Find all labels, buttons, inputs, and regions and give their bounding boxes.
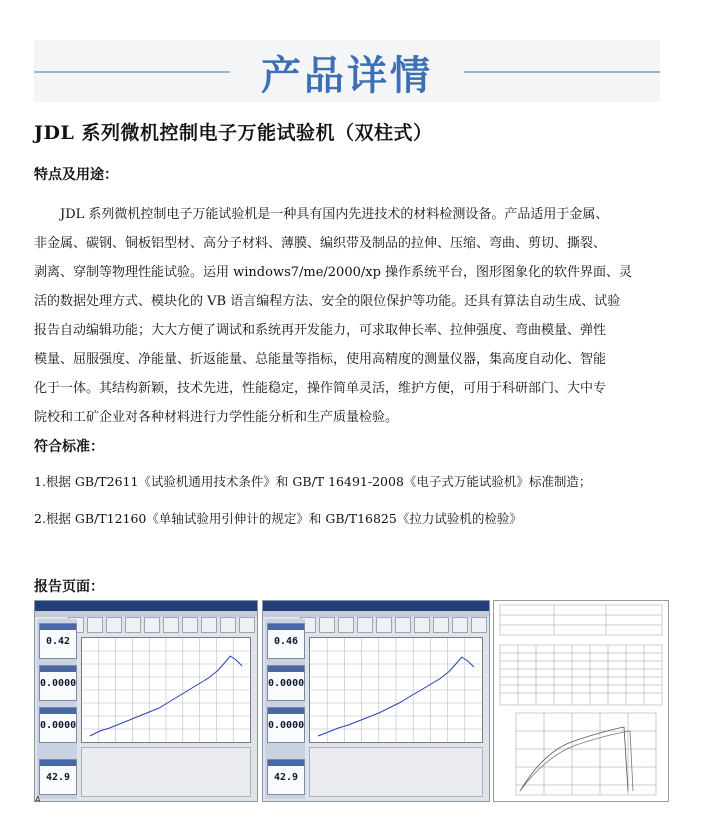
header-banner: [34, 40, 660, 102]
tool-icon: [357, 617, 373, 633]
features-heading: 特点及用途：: [34, 167, 118, 183]
paragraph-line: 报告自动编辑功能；大大方便了调试和系统再开发能力，可求取伸长率、拉伸强度、弯曲模量、弹性: [34, 323, 607, 338]
toolbar: [68, 617, 255, 631]
readout-panel: [265, 619, 305, 799]
gauge-deformation: [39, 707, 77, 743]
gauge-value: 0.46: [273, 636, 299, 647]
product-title: JDL 系列微机控制电子万能试验机（双柱式）: [34, 122, 433, 144]
gauge-displacement: [39, 665, 77, 701]
tool-icon: [338, 617, 354, 633]
control-panel: [81, 747, 251, 797]
report-page-image: [493, 600, 669, 802]
paragraph-line: 活的数据处理方式、模块化的 VB 语言编程方法、安全的限位保护等功能。还具有算法自动生成、试验: [34, 294, 621, 309]
standard-item: 2.根据 GB/T12160《单轴试验用引伸计的规定》和 GB/T16825《拉力试验机的检验》: [34, 511, 522, 526]
paragraph-line: 剥离、穿制等物理性能试验。运用 windows7/me/2000/xp 操作系统平台，图形图象化的软件界面、灵: [34, 265, 633, 280]
tool-icon: [319, 617, 335, 633]
curve-plot: [81, 637, 251, 743]
tool-icon: [239, 617, 255, 633]
paragraph-line: JDL 系列微机控制电子万能试验机是一种具有国内先进技术的材料检测设备。产品适用于金属、: [60, 207, 609, 222]
paragraph-line: 非金属、碳钢、铜板铝型材、高分子材料、薄膜、编织带及制品的拉伸、压缩、弯曲、剪切、撕裂、: [34, 236, 607, 251]
gauge-value: 0.42: [45, 636, 71, 647]
tool-icon: [220, 617, 236, 633]
standard-item: 1.根据 GB/T2611《试验机通用技术条件》和 GB/T 16491-2008《电子式万能试验机》标准制造；: [34, 474, 592, 489]
tool-icon: [376, 617, 392, 633]
paragraph-line: 模量、屈服强度、净能量、折返能量、总能量等指标，使用高精度的测量仪器，集高度自动化、智能: [34, 352, 607, 367]
gauge-load: [267, 623, 305, 659]
tool-icon: [201, 617, 217, 633]
control-panel: [309, 747, 483, 797]
toolbar: [300, 617, 487, 631]
features-paragraph: [34, 200, 670, 432]
gauge-value: 0.0000: [40, 678, 77, 689]
tool-icon: [144, 617, 160, 633]
software-screenshot-1: [34, 600, 258, 802]
paragraph-line: 化于一体。其结构新颖，技术先进，性能稳定，操作简单灵活，维护方便，可用于科研部门、大中专: [34, 381, 607, 396]
tool-icon: [182, 617, 198, 633]
gauge-speed: [267, 759, 305, 795]
tool-icon: [87, 617, 103, 633]
curve-plot: [309, 637, 483, 743]
readout-panel: [37, 619, 77, 799]
paragraph-line: 院校和工矿企业对各种材料进行力学性能分析和生产质量检验。: [34, 410, 399, 425]
standards-heading: 符合标准：: [34, 439, 104, 455]
window-titlebar: [35, 601, 257, 611]
gauge-value: 42.9: [273, 772, 299, 783]
tool-icon: [452, 617, 468, 633]
gauge-load: [39, 623, 77, 659]
gauge-speed: [39, 759, 77, 795]
tool-icon: [125, 617, 141, 633]
tool-icon: [471, 617, 487, 633]
software-screenshot-2: [262, 600, 490, 802]
tool-icon: [414, 617, 430, 633]
tool-icon: [106, 617, 122, 633]
window-titlebar: [263, 601, 489, 611]
gauge-value: 0.0000: [40, 720, 77, 731]
gauge-value: 0.0000: [268, 720, 305, 731]
gauge-value: 42.9: [45, 772, 71, 783]
tool-icon: [163, 617, 179, 633]
gauge-value: 0.0000: [268, 678, 305, 689]
tool-icon: [433, 617, 449, 633]
tool-icon: [395, 617, 411, 633]
gauge-deformation: [267, 707, 305, 743]
gauge-displacement: [267, 665, 305, 701]
banner-title: 产品详情: [261, 53, 433, 99]
report-heading: 报告页面：: [34, 579, 104, 595]
corner-mark: A: [35, 795, 41, 804]
